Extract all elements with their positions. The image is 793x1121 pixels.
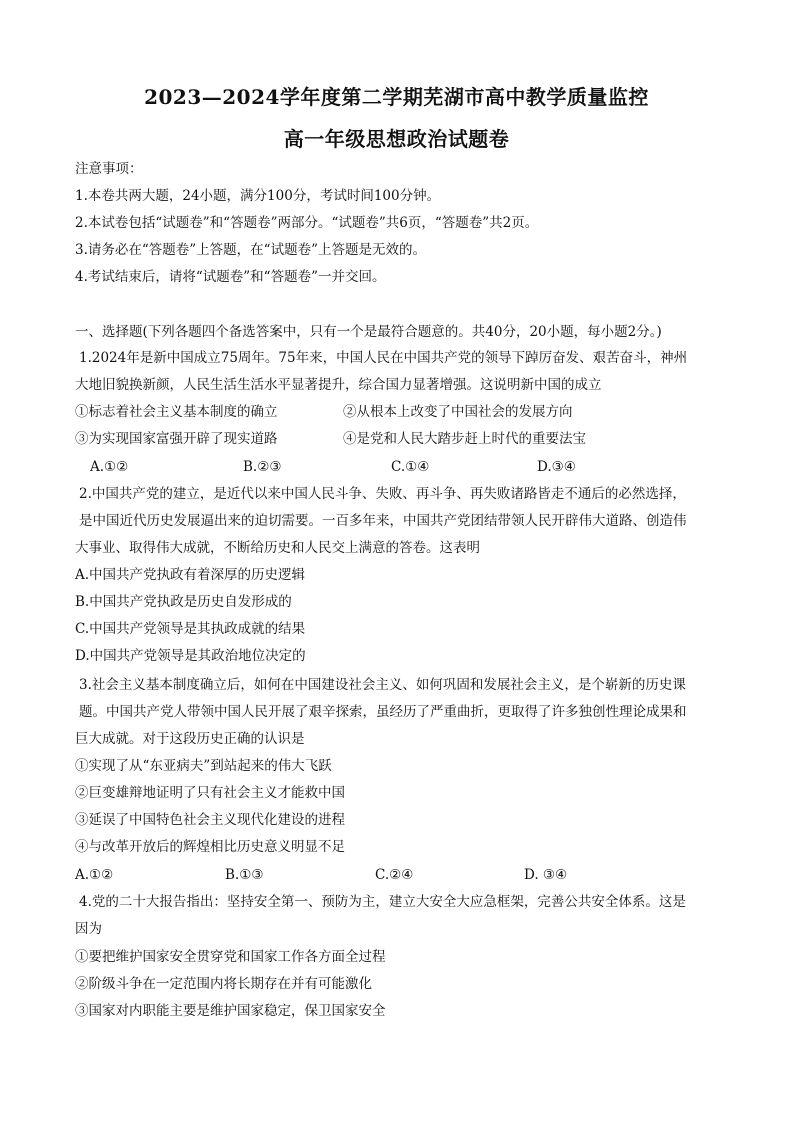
question-3-statement: ④与改革开放后的辉煌相比历史意义明显不足: [75, 839, 345, 855]
question-1-statement: ③为实现国家富强开辟了现实道路: [75, 431, 278, 447]
question-4-stem: 因为: [75, 921, 102, 937]
question-2-stem: 是中国近代历史发展逼出来的迫切需要。一百多年来，中国共产党团结带领人民开辟伟大道路、创造伟: [79, 513, 687, 529]
question-2-stem: 大事业、取得伟大成就，不断给历史和人民交上满意的答卷。这表明: [75, 540, 480, 556]
question-3-stem: 巨大成就。对于这段历史正确的认识是: [75, 731, 305, 747]
question-2-stem: 2.中国共产党的建立，是近代以来中国人民斗争、失败、再斗争、再失败诸路皆走不通后的必然选择，: [79, 486, 686, 502]
notice-item: 4.考试结束后，请将“试题卷”和“答题卷”一并交回。: [75, 269, 386, 285]
question-2-choice-b: B.中国共产党执政是历史自发形成的: [75, 594, 292, 610]
question-2-choice-a: A.中国共产党执政有着深厚的历史逻辑: [75, 567, 306, 583]
exam-title: 2023—2024学年度第二学期芜湖市高中教学质量监控: [144, 85, 649, 109]
notice-item: 3.请务必在“答题卷”上答题，在“试题卷”上答题是无效的。: [75, 242, 426, 258]
question-1-stem: 大地旧貌换新颜，人民生活生活水平显著提升，综合国力显著增强。这说明新中国的成立: [75, 377, 602, 393]
question-1-statement: ①标志着社会主义基本制度的确立: [75, 404, 278, 420]
question-1-choice-d: D.③④: [537, 459, 576, 475]
question-4-stem: 4.党的二十大报告指出：坚持安全第一、预防为主，建立大安全大应急框架，完善公共安全体系。这是: [79, 894, 686, 910]
question-3-choice-d: D. ③④: [524, 867, 568, 883]
question-4-statement: ②阶级斗争在一定范围内将长期存在并有可能激化: [75, 976, 372, 992]
question-1-choice-c: C.①④: [391, 459, 430, 475]
question-1-choice-b: B.②③: [243, 459, 282, 475]
question-3-statement: ①实现了从“东亚病夫”到站起来的伟大飞跃: [75, 758, 332, 774]
question-2-choice-c: C.中国共产党领导是其执政成就的结果: [75, 621, 306, 637]
notice-heading: 注意事项：: [75, 161, 143, 177]
question-1-stem: 1.2024年是新中国成立75周年。75年来，中国人民在中国共产党的领导下踔厉奋发、艰苦奋斗，神州: [79, 350, 688, 366]
exam-subtitle: 高一年级思想政治试题卷: [283, 127, 510, 151]
question-3-choice-c: C.②④: [375, 867, 414, 883]
section-heading: 一、选择题(下列各题四个备选答案中，只有一个是最符合题意的。共40分，20小题，每小题2分。): [75, 324, 662, 340]
question-1-choice-a: A.①②: [90, 459, 129, 475]
question-3-choice-a: A.①②: [75, 867, 114, 883]
question-3-statement: ②巨变雄辩地证明了只有社会主义才能救中国: [75, 785, 345, 801]
notice-item: 2.本试卷包括“试题卷”和“答题卷”两部分。“试题卷”共6页，“答题卷”共2页。: [75, 215, 539, 231]
question-3-stem: 3.社会主义基本制度确立后，如何在中国建设社会主义、如何巩固和发展社会主义，是个崭新的历史课: [79, 677, 686, 693]
question-3-stem: 题。中国共产党人带领中国人民开展了艰辛探索，虽经历了严重曲折，更取得了许多独创性理论成果和: [79, 704, 687, 720]
question-2-choice-d: D.中国共产党领导是其政治地位决定的: [75, 648, 306, 664]
question-1-statement: ④是党和人民大踏步赶上时代的重要法宝: [343, 431, 586, 447]
question-1-statement: ②从根本上改变了中国社会的发展方向: [343, 404, 573, 420]
notice-item: 1.本卷共两大题，24小题，满分100分，考试时间100分钟。: [75, 188, 441, 204]
question-4-statement: ③国家对内职能主要是维护国家稳定，保卫国家安全: [75, 1003, 386, 1019]
question-3-statement: ③延误了中国特色社会主义现代化建设的进程: [75, 812, 345, 828]
question-3-choice-b: B.①③: [225, 867, 264, 883]
question-4-statement: ①要把维护国家安全贯穿党和国家工作各方面全过程: [75, 949, 386, 965]
